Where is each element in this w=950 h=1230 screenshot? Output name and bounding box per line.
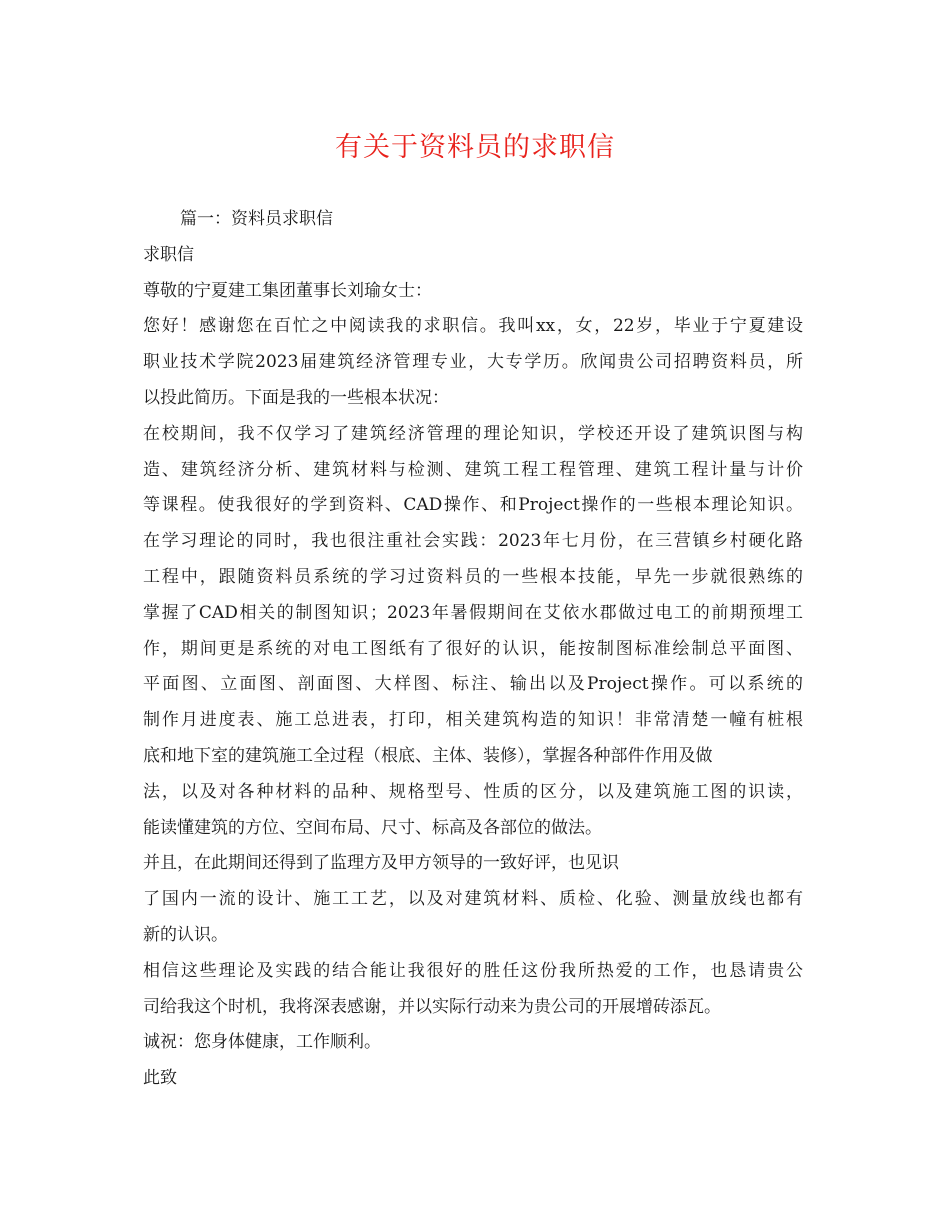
paragraph-line: 底和地下室的建筑施工全过程（根底、主体、装修），掌握各种部件作用及做 (143, 745, 713, 766)
paragraph-line: 新的认识。 (143, 924, 228, 945)
salutation: 尊敬的宁夏建工集团董事长刘瑜女士： (143, 280, 432, 301)
paragraph-line: 以投此简历。下面是我的一些根本状况： (143, 387, 449, 408)
paragraph-line: 了国内一流的设计、施工工艺，以及对建筑材料、质检、化验、测量放线也都有 (143, 889, 803, 910)
paragraph-line: 您好！感谢您在百忙之中阅读我的求职信。我叫xx，女，22岁，毕业于宁夏建设 (143, 316, 803, 337)
paragraph-line: 等课程。使我很好的学到资料、CAD操作、和Project操作的一些根本理论知识。 (143, 495, 803, 516)
paragraph-line: 能读懂建筑的方位、空间布局、尺寸、标高及各部位的做法。 (143, 817, 602, 838)
paragraph-line: 在校期间，我不仅学习了建筑经济管理的理论知识，学校还开设了建筑识图与构 (143, 423, 803, 444)
letter-heading: 求职信 (143, 244, 194, 265)
document-title: 有关于资料员的求职信 (335, 132, 615, 163)
document-body (143, 202, 803, 1097)
paragraph-line: 工程中，跟随资料员系统的学习过资料员的一些根本技能，早先一步就很熟练的 (143, 566, 803, 587)
paragraph-line: 司给我这个时机，我将深表感谢，并以实际行动来为贵公司的开展增砖添瓦。 (143, 996, 721, 1017)
paragraph-line: 法，以及对各种材料的品种、规格型号、性质的区分，以及建筑施工图的识读， (143, 781, 803, 802)
paragraph-line: 掌握了CAD相关的制图知识；2023年暑假期间在艾依水郡做过电工的前期预埋工 (143, 602, 803, 623)
paragraph-line: 相信这些理论及实践的结合能让我很好的胜任这份我所热爱的工作，也恳请贵公 (143, 960, 803, 981)
section-heading: 篇一：资料员求职信 (180, 209, 333, 229)
paragraph-line: 平面图、立面图、剖面图、大样图、标注、输出以及Project操作。可以系统的 (143, 674, 803, 695)
paragraph-line: 并且，在此期间还得到了监理方及甲方领导的一致好评，也见识 (143, 853, 619, 874)
paragraph-line: 制作月进度表、施工总进表，打印，相关建筑构造的知识！非常清楚一幢有桩根 (143, 710, 803, 731)
paragraph-line: 在学习理论的同时，我也很注重社会实践：2023年七月份，在三营镇乡村硬化路 (143, 531, 803, 552)
paragraph-line: 职业技术学院2023届建筑经济管理专业，大专学历。欣闻贵公司招聘资料员，所 (143, 352, 803, 373)
paragraph-line: 作，期间更是系统的对电工图纸有了很好的认识，能按制图标准绘制总平面图、 (143, 638, 803, 659)
closing: 此致 (143, 1068, 177, 1089)
paragraph-line: 造、建筑经济分析、建筑材料与检测、建筑工程工程管理、建筑工程计量与计价 (143, 459, 803, 480)
closing-wish: 诚祝：您身体健康，工作顺利。 (143, 1032, 381, 1053)
